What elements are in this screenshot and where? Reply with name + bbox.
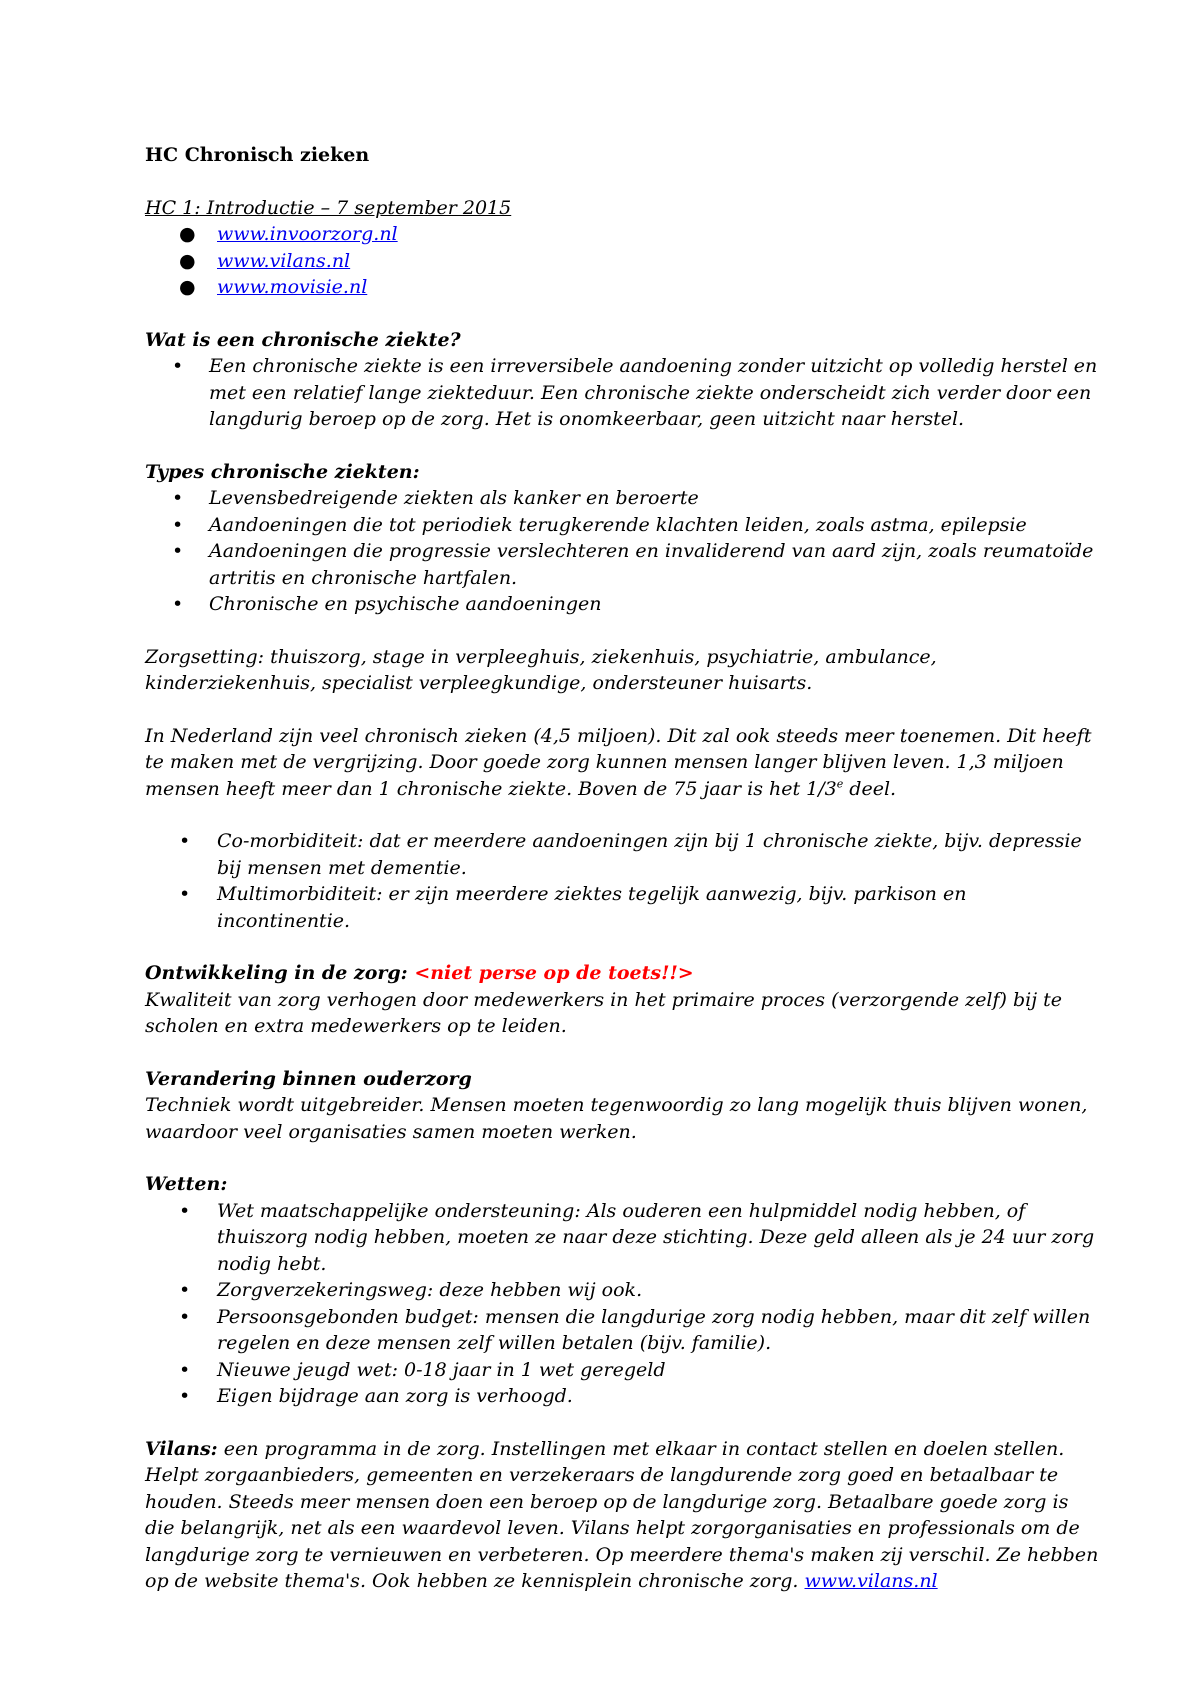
- vilans-paragraph: Vilans: een programma in de zorg. Instellingen met elkaar in contact stellen en doelen stellen. Helpt zorgaanbieders, gemeenten en verzekeraars de langdurende zorg goed en betaalbaar te houden. Steeds meer mensen doen een beroep op de langdurige zorg. Betaalbare goede zorg is die belangrijk, net als een waardevol leven. Vilans helpt zorgorganisaties en professionals om de langdurige zorg te vernieuwen en verbeteren. Op meerdere thema's maken zij verschil. Ze hebben op de website thema's. Ook hebben ze kennisplein chronische zorg. www.vilans.nl: [145, 1437, 1099, 1592]
- list-item-text: Persoonsgebonden budget: mensen die langdurige zorg nodig hebben, maar dit zelf willen regelen en deze mensen zelf willen betalen (bijv. familie).: [217, 1305, 1091, 1354]
- list-item: [145, 512, 1100, 539]
- list-item-text: Nieuwe jeugd wet: 0-18 jaar in 1 wet geregeld: [217, 1358, 666, 1381]
- section-heading-ontwikkeling: Ontwikkeling in de zorg: <niet perse op de toets!!>: [145, 962, 694, 984]
- zorgsetting-paragraph: Zorgsetting: thuiszorg, stage in verpleeghuis, ziekenhuis, psychiatrie, ambulance, kinderziekenhuis, specialist verpleegkundige, ondersteuner huisarts.: [145, 645, 937, 694]
- list-item: [145, 1277, 1100, 1304]
- list-item-text: Aandoeningen die progressie verslechteren en invaliderend van aard zijn, zoals reumatoïde artritis en chronische hartfalen.: [209, 540, 1094, 589]
- document-title: HC Chronisch zieken: [145, 144, 370, 166]
- list-item: [145, 828, 1100, 881]
- lecture-heading: HC 1: Introductie – 7 september 2015: [145, 196, 512, 219]
- bullet-icon: •: [179, 1385, 191, 1407]
- morbiditeit-list: [145, 828, 1100, 934]
- vilans-label: Vilans:: [145, 1437, 218, 1460]
- bullet-icon: •: [172, 513, 184, 536]
- section-heading-verandering: Verandering binnen ouderzorg: [145, 1067, 472, 1090]
- list-item-text: Wet maatschappelijke ondersteuning: Als ouderen een hulpmiddel nodig hebben, of thuiszorg nodig hebben, moeten ze naar deze stichting. Deze geld alleen als je 24 uur zorg nodig hebt.: [217, 1199, 1095, 1275]
- bullet-icon: •: [172, 540, 184, 562]
- bullet-icon: •: [179, 1279, 191, 1301]
- list-item-text: Multimorbiditeit: er zijn meerdere ziektes tegelijk aanwezig, bijv. parkison en incontinentie.: [217, 883, 967, 932]
- section-heading-chronische-ziekte: Wat is een chronische ziekte?: [145, 328, 461, 351]
- list-item: [145, 1198, 1100, 1278]
- list-item: [145, 1357, 1100, 1384]
- list-item: [145, 538, 1100, 591]
- section-heading-types: Types chronische ziekten:: [145, 460, 420, 483]
- bullet-icon: •: [179, 1199, 191, 1222]
- bullet-icon: •: [172, 355, 184, 377]
- ontwikkeling-paragraph: Kwaliteit van zorg verhogen door medewerkers in het primaire proces (verzorgende zelf) bij te scholen en extra medewerkers op te leiden.: [145, 988, 1063, 1037]
- definition-list: [145, 353, 1100, 433]
- wetten-list: [145, 1198, 1100, 1410]
- bullet-icon: •: [179, 1305, 191, 1328]
- bullet-icon: •: [179, 1358, 191, 1381]
- nederland-paragraph: In Nederland zijn veel chronisch zieken (4,5 miljoen). Dit zal ook steeds meer toenemen. Dit heeft te maken met de vergrijzing. Door goede zorg kunnen mensen langer blijven leven. 1,3 miljoen mensen heeft meer dan 1 chronische ziekte. Boven de 75 jaar is het 1/3e deel.: [145, 724, 1092, 800]
- list-item: [145, 221, 1100, 248]
- list-item-text: Chronische en psychische aandoeningen: [209, 593, 602, 615]
- exam-note: <niet perse op de toets!!>: [414, 962, 694, 984]
- bullet-icon: •: [179, 883, 191, 905]
- list-item: [145, 881, 1100, 934]
- bullet-icon: ●: [179, 276, 196, 298]
- bullet-icon: ●: [179, 249, 196, 272]
- bullet-icon: ●: [179, 223, 196, 245]
- verandering-paragraph: Techniek wordt uitgebreider. Mensen moeten tegenwoordig zo lang mogelijk thuis blijven wonen, waardoor veel organisaties samen moeten werken.: [145, 1094, 1088, 1143]
- link-list: [145, 221, 1100, 301]
- bullet-icon: •: [172, 487, 184, 509]
- list-item-text: Zorgverzekeringsweg: deze hebben wij ook.: [217, 1279, 643, 1301]
- list-item-text: Co-morbiditeit: dat er meerdere aandoeningen zijn bij 1 chronische ziekte, bijv. depressie bij mensen met dementie.: [217, 830, 1082, 879]
- list-item: [145, 248, 1100, 275]
- link-invoorzorg[interactable]: www.invoorzorg.nl: [217, 223, 398, 245]
- types-list: [145, 485, 1100, 618]
- list-item: [145, 485, 1100, 512]
- link-vilans[interactable]: www.vilans.nl: [217, 249, 351, 272]
- list-item-text: Levensbedreigende ziekten als kanker en beroerte: [209, 487, 699, 509]
- link-vilans-bottom[interactable]: www.vilans.nl: [804, 1570, 938, 1592]
- bullet-icon: •: [179, 830, 191, 852]
- list-item-text: Een chronische ziekte is een irreversibele aandoening zonder uitzicht op volledig herstel en met een relatief lange ziekteduur. Een chronische ziekte onderscheidt zich verder door een langdurig beroep op de zorg. Het is onomkeerbaar, geen uitzicht naar herstel.: [209, 355, 1098, 430]
- list-item-text: Eigen bijdrage aan zorg is verhoogd.: [217, 1385, 573, 1407]
- list-item-text: Aandoeningen die tot periodiek terugkerende klachten leiden, zoals astma, epilepsie: [209, 513, 1027, 536]
- section-heading-wetten: Wetten:: [145, 1173, 228, 1195]
- link-movisie[interactable]: www.movisie.nl: [217, 276, 368, 298]
- list-item: [145, 1304, 1100, 1357]
- list-item: [145, 1383, 1100, 1410]
- bullet-icon: •: [172, 593, 184, 615]
- list-item: [145, 274, 1100, 301]
- list-item: [145, 353, 1100, 433]
- list-item: [145, 591, 1100, 618]
